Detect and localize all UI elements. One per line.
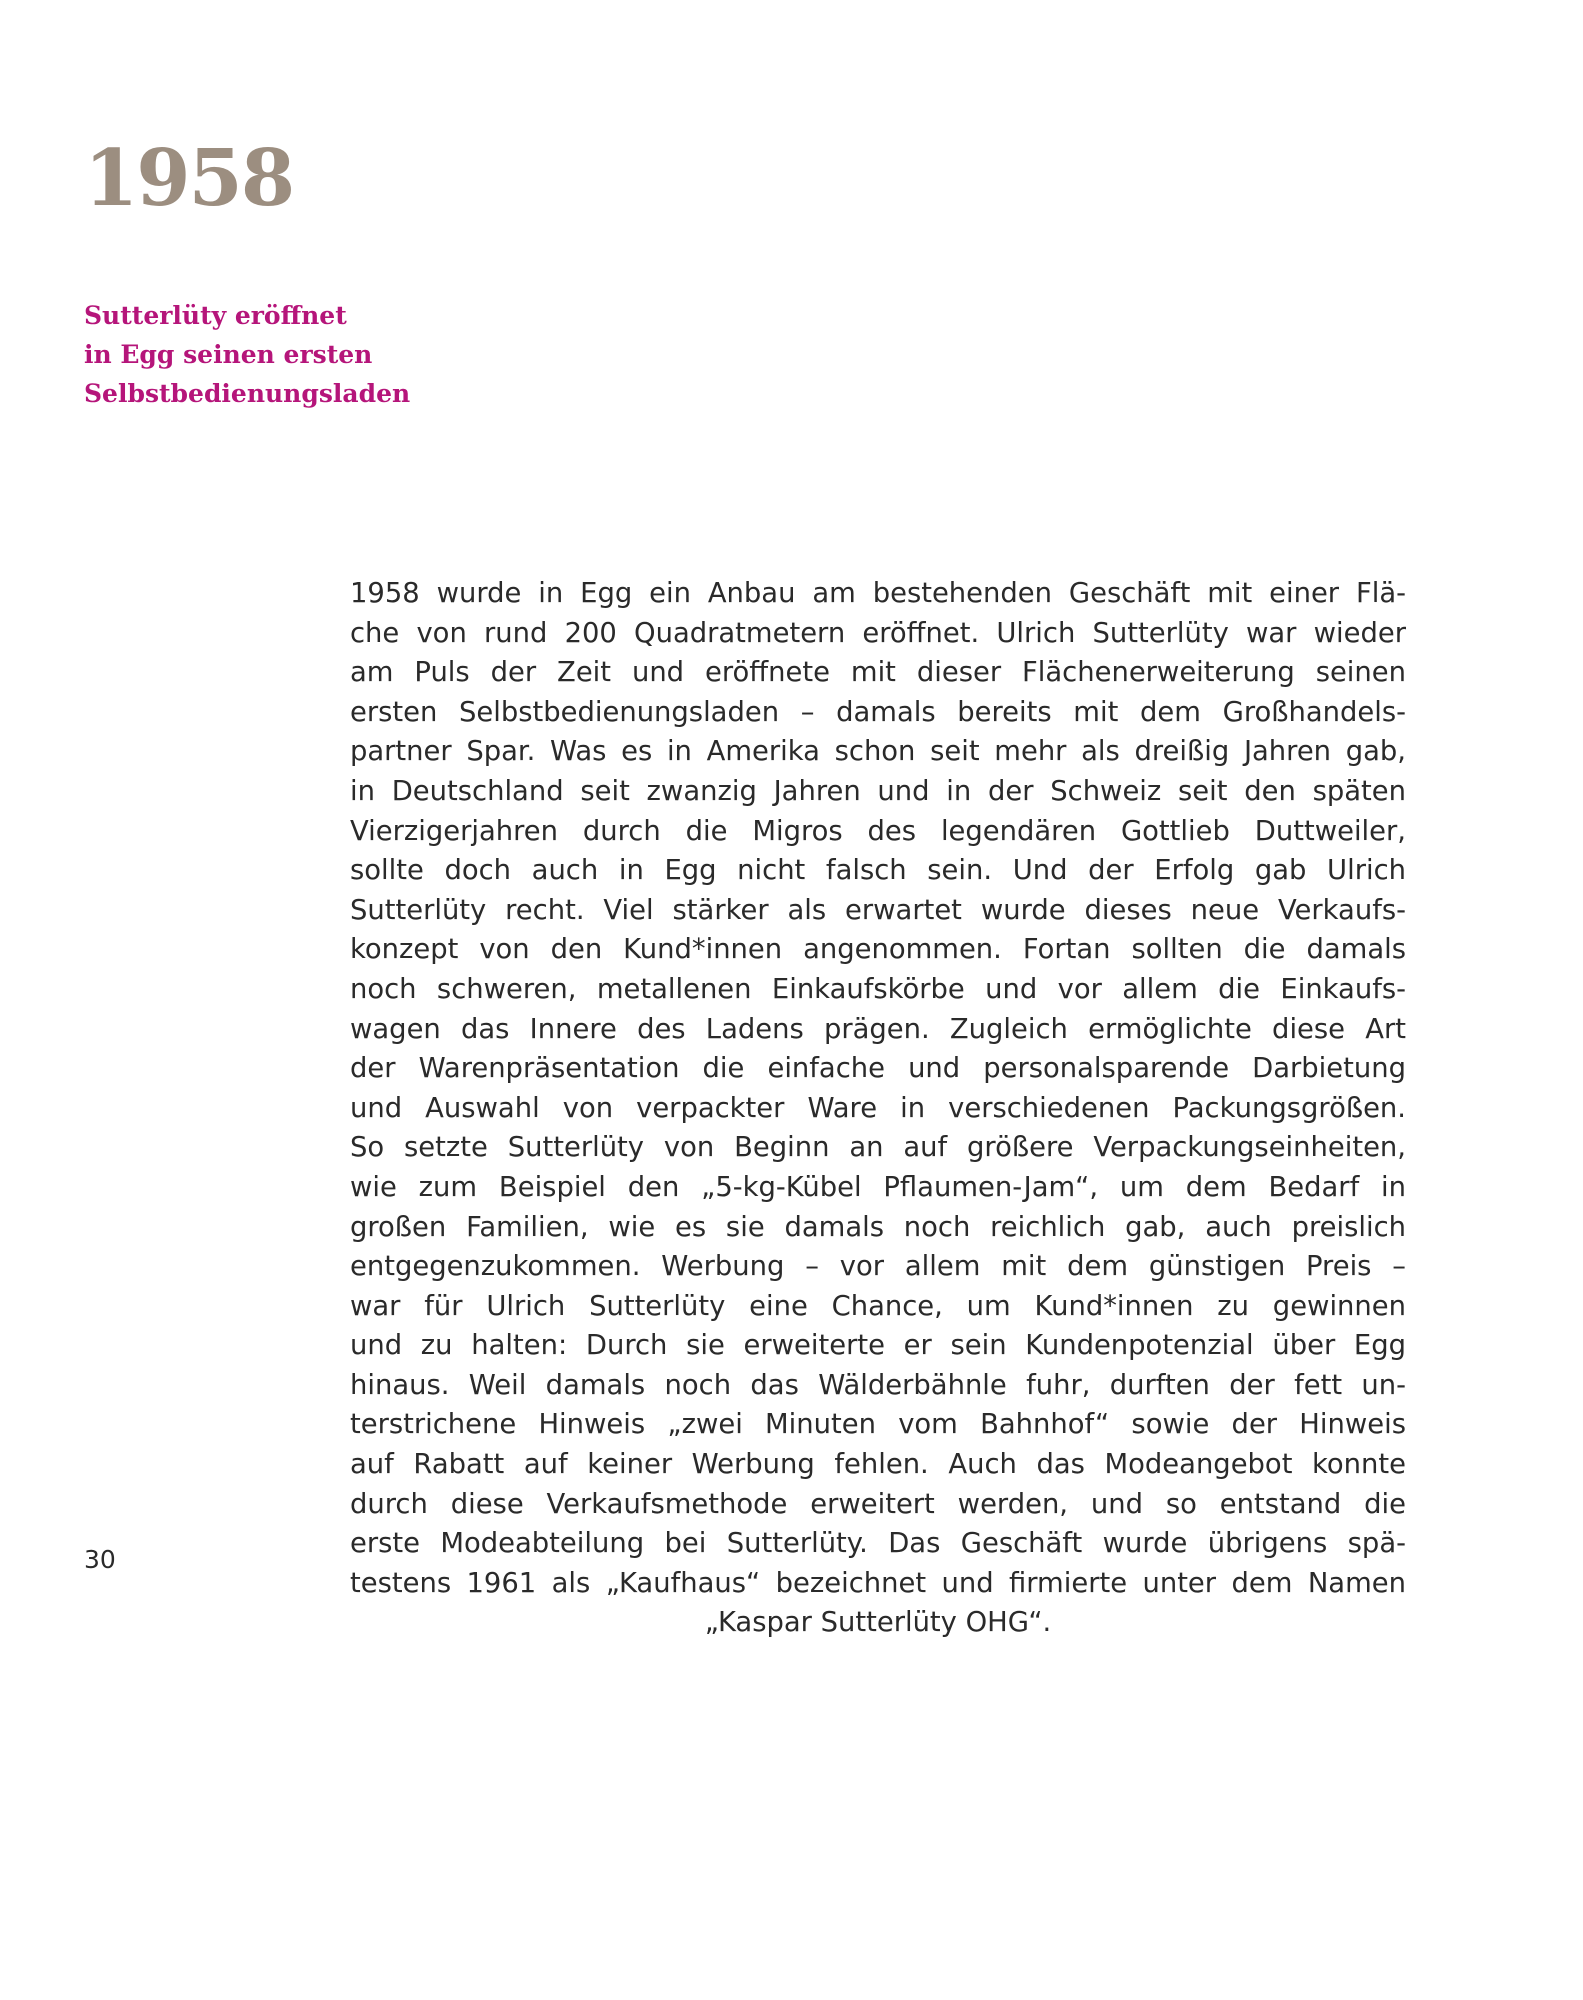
subtitle-line: Sutterlüty eröffnet: [84, 301, 347, 330]
subtitle-line: in Egg seinen ersten: [84, 340, 373, 369]
body-line: Sutterlüty recht. Viel stärker als erwartet wurde dieses neue Verkaufs-: [350, 894, 1406, 926]
body-line: und Auswahl von verpackter Ware in verschiedenen Packungsgrößen.: [350, 1092, 1406, 1124]
chapter-subtitle: [84, 296, 504, 413]
body-line: Vierzigerjahren durch die Migros des legendären Gottlieb Duttweiler,: [350, 815, 1406, 847]
body-line: ersten Selbstbedienungsladen – damals bereits mit dem Großhandels-: [350, 696, 1406, 728]
body-line: großen Familien, wie es sie damals noch reichlich gab, auch preislich: [350, 1211, 1406, 1243]
subtitle-line: Selbstbedienungsladen: [84, 379, 411, 408]
body-line: 1958 wurde in Egg ein Anbau am bestehenden Geschäft mit einer Flä-: [350, 578, 1406, 609]
body-line: partner Spar. Was es in Amerika schon seit mehr als dreißig Jahren gab,: [350, 736, 1406, 768]
body-line: wagen das Innere des Ladens prägen. Zugleich ermöglichte diese Art: [350, 1013, 1406, 1045]
body-line: der Warenpräsentation die einfache und personalsparende Darbietung: [350, 1053, 1406, 1085]
body-line: hinaus. Weil damals noch das Wälderbähnle fuhr, durften der fett un-: [350, 1369, 1406, 1401]
body-line: che von rund 200 Quadratmetern eröffnet. Ulrich Sutterlüty war wieder: [350, 617, 1406, 649]
body-line: erste Modeabteilung bei Sutterlüty. Das Geschäft wurde übrigens spä-: [350, 1528, 1406, 1560]
body-line: in Deutschland seit zwanzig Jahren und in der Schweiz seit den späten: [350, 775, 1406, 807]
body-line: am Puls der Zeit und eröffnete mit dieser Flächenerweiterung seinen: [350, 657, 1406, 689]
body-paragraph: [350, 574, 1406, 1643]
body-line: terstrichene Hinweis „zwei Minuten vom Bahnhof“ sowie der Hinweis: [350, 1409, 1406, 1441]
page-number: 30: [84, 1545, 116, 1574]
body-line: entgegenzukommen. Werbung – vor allem mit dem günstigen Preis –: [350, 1251, 1406, 1283]
body-line: durch diese Verkaufsmethode erweitert werden, und so entstand die: [350, 1488, 1406, 1520]
body-line-last: „Kaspar Sutterlüty OHG“.: [704, 1607, 1052, 1639]
body-line: So setzte Sutterlüty von Beginn an auf größere Verpackungseinheiten,: [350, 1132, 1406, 1164]
body-line: und zu halten: Durch sie erweiterte er sein Kundenpotenzial über Egg: [350, 1330, 1406, 1362]
body-line: noch schweren, metallenen Einkaufskörbe und vor allem die Einkaufs-: [350, 973, 1406, 1005]
body-line: auf Rabatt auf keiner Werbung fehlen. Auch das Modeangebot konnte: [350, 1449, 1406, 1481]
body-line: war für Ulrich Sutterlüty eine Chance, um Kund*innen zu gewinnen: [350, 1290, 1406, 1322]
body-line: wie zum Beispiel den „5-kg-Kübel Pflaumen-Jam“, um dem Bedarf in: [350, 1171, 1406, 1203]
body-line: testens 1961 als „Kaufhaus“ bezeichnet und firmierte unter dem Namen: [350, 1567, 1406, 1599]
chapter-year-heading: 1958: [84, 133, 294, 224]
body-line: konzept von den Kund*innen angenommen. Fortan sollten die damals: [350, 934, 1406, 966]
body-line: sollte doch auch in Egg nicht falsch sein. Und der Erfolg gab Ulrich: [350, 855, 1406, 887]
